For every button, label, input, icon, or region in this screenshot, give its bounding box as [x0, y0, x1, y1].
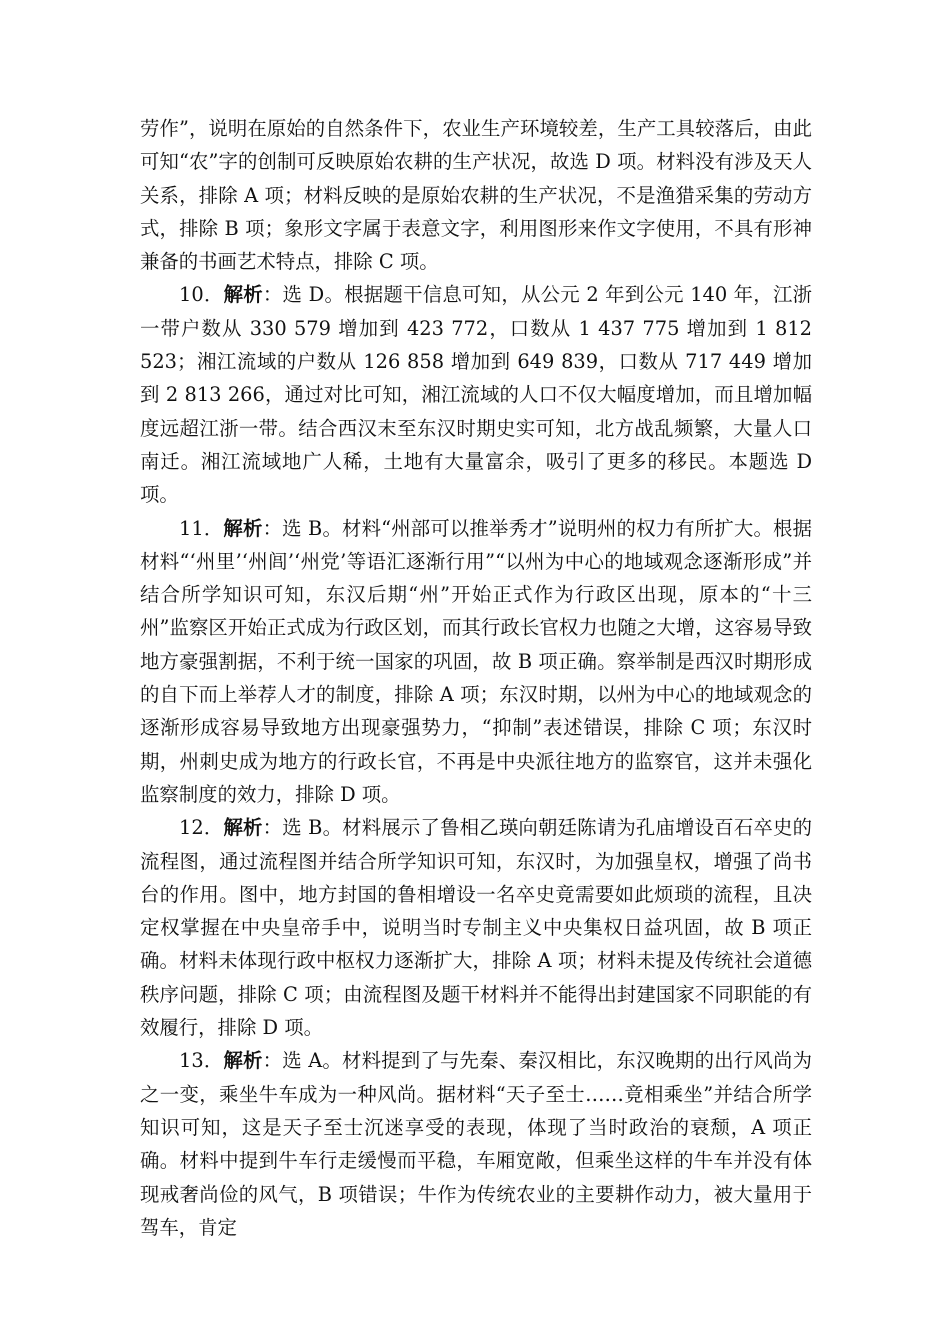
document-page	[140, 112, 812, 1244]
paragraph-body: 劳作”，说明在原始的自然条件下，农业生产环境较差，生产工具较落后，由此可知“农”字的创制可反映原始农耕的生产状况，故选 D 项。材料没有涉及天人关系，排除 A 项；材料反映的是原始农耕的生产状况，不是渔猎采集的劳动方式，排除 B 项；象形文字属于表意文字，利用图形来作文字使用，不具有形神兼备的书画艺术特点，排除 C 项。	[140, 117, 812, 274]
paragraph-body: ：选 B。材料展示了鲁相乙瑛向朝廷陈请为孔庙增设百石卒史的流程图，通过流程图并结合所学知识可知，东汉时，为加强皇权，增强了尚书台的作用。图中，地方封国的鲁相增设一名卒史竟需要如此烦琐的流程，且决定权掌握在中央皇帝手中，说明当时专制主义中央集权日益巩固，故 B 项正确。材料未体现行政中枢权力逐渐扩大，排除 A 项；材料未提及传统社会道德秩序问题，排除 C 项；由流程图及题干材料并不能得出封建国家不同职能的有效履行，排除 D 项。	[140, 816, 812, 1040]
paragraph-body: ：选 A。材料提到了与先秦、秦汉相比，东汉晚期的出行风尚为之一变，乘坐牛车成为一种风尚。据材料“天子至士……竟相乘坐”并结合所学知识可知，这是天子至士沉迷享受的表现，体现了当时政治的衰颓，A 项正确。材料中提到牛车行走缓慢而平稳，车厢宽敞，但乘坐这样的牛车并没有体现戒奢尚俭的风气，B 项错误；牛作为传统农业的主要耕作动力，被大量用于驾车，肯定	[140, 1049, 812, 1239]
analysis-keyword: 解析	[223, 1049, 263, 1073]
paragraph-body: ：选 B。材料“州部可以推举秀才”说明州的权力有所扩大。根据材料“‘州里’‘州闾’‘州党’等语汇逐渐行用”“以州为中心的地域观念逐渐形成”并结合所学知识可知，东汉后期“州”开始正式作为行政区出现，原本的“十三州”监察区开始正式成为行政区划，而其行政长官权力也随之大增，这容易导致地方豪强割据，不利于统一国家的巩固，故 B 项正确。察举制是西汉时期形成的自下而上举荐人才的制度，排除 A 项；东汉时期，以州为中心的地域观念的逐渐形成容易导致地方出现豪强势力，“抑制”表述错误，排除 C 项；东汉时期，州刺史成为地方的行政长官，不再是中央派往地方的监察官，这并未强化监察制度的效力，排除 D 项。	[140, 516, 812, 806]
question-number: 11．	[179, 516, 224, 540]
paragraph-answer-13	[140, 1044, 812, 1244]
question-number: 12．	[179, 816, 224, 840]
paragraph-answer-10	[140, 278, 812, 511]
paragraph-body: ：选 D。根据题干信息可知，从公元 2 年到公元 140 年，江浙一带户数从 330 579 增加到 423 772，口数从 1 437 775 增加到 1 812 523；湘江流域的户数从 126 858 增加到 649 839，口数从 717 449 增加到 2 813 266，通过对比可知，湘江流域的人口不仅大幅度增加，而且增加幅度远超江浙一带。结合西汉末至东汉时期史实可知，北方战乱频繁，大量人口南迁。湘江流域地广人稀，土地有大量富余，吸引了更多的移民。本题选 D 项。	[140, 283, 812, 507]
analysis-keyword: 解析	[223, 283, 263, 307]
analysis-keyword: 解析	[223, 816, 263, 840]
question-number: 10．	[179, 283, 224, 307]
paragraph-continuation	[140, 112, 812, 278]
paragraph-answer-12	[140, 811, 812, 1044]
question-number: 13．	[179, 1049, 224, 1073]
analysis-keyword: 解析	[223, 516, 263, 540]
paragraph-answer-11	[140, 512, 812, 812]
